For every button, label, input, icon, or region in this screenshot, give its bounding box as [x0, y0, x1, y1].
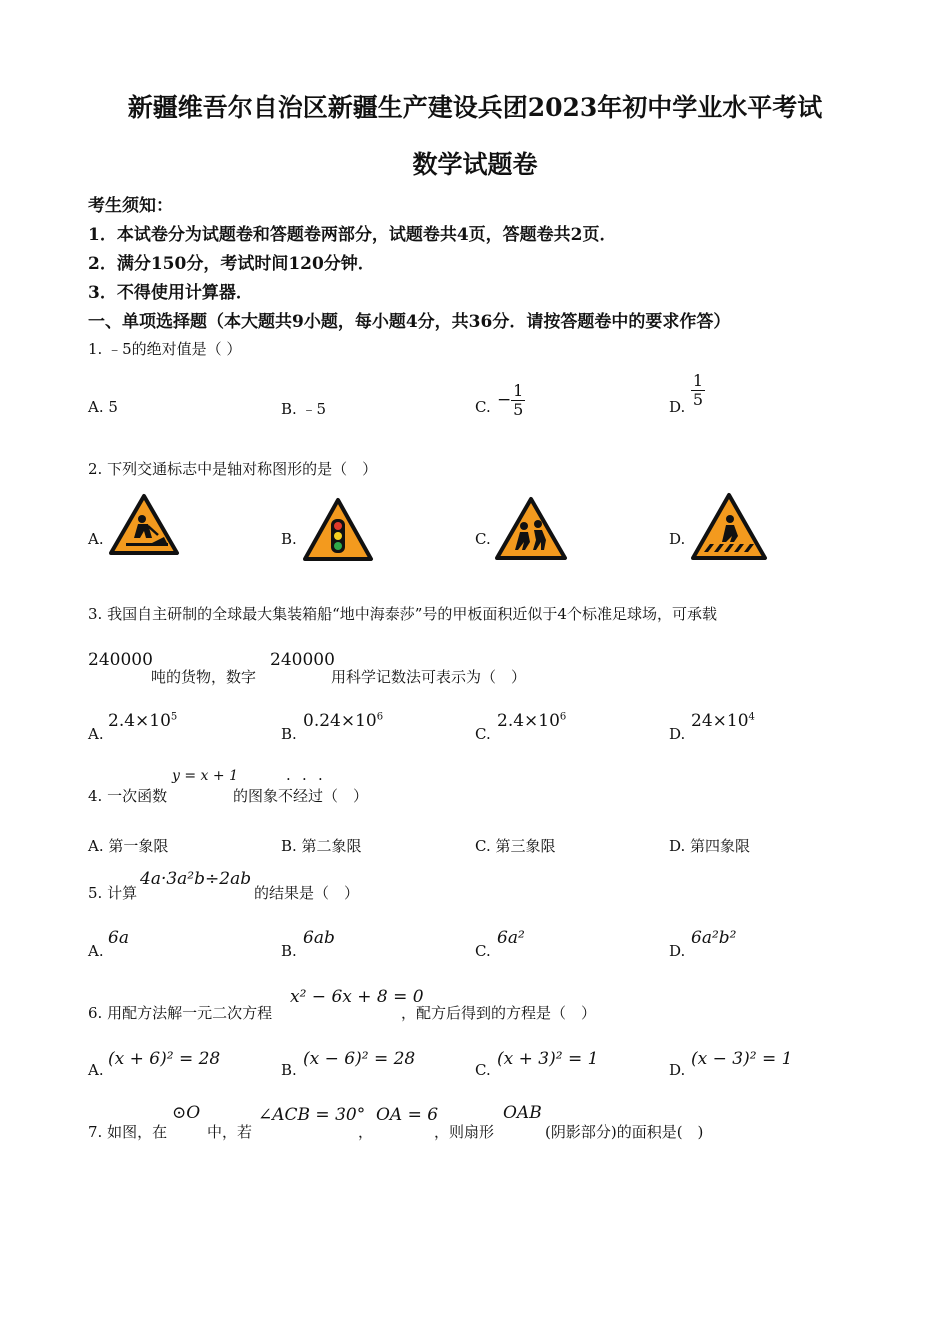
q2-option-d: D.: [669, 530, 686, 548]
q5-option-b-value: 6ab: [303, 928, 335, 948]
paper-subtitle: 数学试题卷: [412, 150, 538, 179]
q6-equation: x² − 6x + 8 = 0: [290, 987, 424, 1007]
q3-option-b-label: B.: [281, 725, 297, 743]
q3-number-1: 240000: [88, 650, 153, 670]
children-crossing-sign-icon: [494, 496, 568, 562]
q4-option-b: B. 第二象限: [281, 837, 362, 855]
q7-text-5: (阴影部分)的面积是( ): [545, 1123, 704, 1141]
q5-suffix: 的结果是（ ）: [254, 884, 360, 902]
q5-option-b-label: B.: [281, 942, 297, 960]
traffic-light-sign-icon: [302, 497, 374, 563]
q3-option-b-value: $0.24\times 10^6$: [303, 711, 384, 731]
q7-text-2: 中，若: [207, 1123, 253, 1141]
q3-option-c-label: C.: [475, 725, 491, 743]
q7-radius: OA = 6: [376, 1105, 439, 1125]
q1-option-a: A. 5: [88, 398, 118, 416]
q5-option-d-value: 6a²b²: [691, 928, 737, 948]
q3-option-a-value: $2.4\times 10^5$: [108, 711, 178, 731]
q6-option-b-label: B.: [281, 1061, 297, 1079]
q3-text-2: 吨的货物，数字: [151, 668, 257, 686]
q7-angle: ∠ACB = 30°: [258, 1105, 366, 1125]
q7-text-1: 7. 如图，在: [88, 1123, 168, 1141]
q7-text-3: ，: [358, 1123, 374, 1141]
q2-option-b: B.: [281, 530, 297, 548]
q2-stem: 2. 下列交通标志中是轴对称图形的是（ ）: [88, 460, 378, 478]
q3-option-d-value: $24\times 10^4$: [691, 711, 755, 731]
q6-option-d-label: D.: [669, 1061, 686, 1079]
emphasis-dot: ·: [302, 770, 307, 788]
q5-option-a-value: 6a: [108, 928, 129, 948]
q1-c-fraction: − $\frac{1}{5}$: [497, 381, 524, 419]
q3-option-c-value: $2.4\times 10^6$: [497, 711, 567, 731]
q1-option-b: B. ﹣5: [281, 400, 327, 418]
notice-item-2: 2．满分150分，考试时间120分钟．: [88, 254, 375, 274]
q1-option-d: D. $\frac{1}{5}$: [669, 371, 704, 416]
q1-d-fraction: $\frac{1}{5}$: [692, 371, 704, 409]
q2-option-a: A.: [88, 530, 104, 548]
q6-suffix: ，配方后得到的方程是（ ）: [401, 1004, 597, 1022]
emphasis-dot: ·: [318, 770, 323, 788]
q6-option-b-value: (x − 6)² = 28: [303, 1049, 416, 1069]
q6-option-c-label: C.: [475, 1061, 491, 1079]
pedestrian-crossing-sign-icon: [690, 492, 768, 562]
q5-option-c-label: C.: [475, 942, 491, 960]
q4-option-a: A. 第一象限: [88, 837, 169, 855]
q3-option-a-label: A.: [88, 725, 104, 743]
q5-option-a-label: A.: [88, 942, 104, 960]
q6-prefix: 6. 用配方法解一元二次方程: [88, 1004, 273, 1022]
q3-option-d-label: D.: [669, 725, 686, 743]
section-heading: 一、单项选择题（本大题共9小题，每小题4分，共36分．请按答题卷中的要求作答）: [88, 312, 731, 332]
q1-option-c: C. − $\frac{1}{5}$: [475, 381, 524, 419]
exam-title: 新疆维吾尔自治区新疆生产建设兵团2023年初中学业水平考试: [127, 93, 823, 122]
q4-prefix: 4. 一次函数: [88, 787, 168, 805]
q5-expression: 4a·3a²b÷2ab: [140, 869, 252, 889]
q2-option-c: C.: [475, 530, 491, 548]
q1-stem: 1. ﹣5的绝对值是（ ）: [88, 340, 242, 358]
q7-sector: OAB: [503, 1103, 542, 1123]
q4-option-c: C. 第三象限: [475, 837, 556, 855]
notice-heading: 考生须知：: [88, 196, 173, 216]
q4-option-d: D. 第四象限: [669, 837, 751, 855]
q7-circle: ⊙O: [172, 1103, 201, 1123]
q6-option-d-value: (x − 3)² = 1: [691, 1049, 793, 1069]
road-work-sign-icon: [108, 493, 180, 557]
q5-option-d-label: D.: [669, 942, 686, 960]
emphasis-dot: ·: [286, 770, 291, 788]
q6-option-c-value: (x + 3)² = 1: [497, 1049, 599, 1069]
q4-function: y = x + 1: [172, 768, 238, 784]
q5-prefix: 5. 计算: [88, 884, 138, 902]
q4-suffix: 的图象不经过（ ）: [233, 787, 369, 805]
notice-item-1: 1．本试卷分为试题卷和答题卷两部分，试题卷共4页，答题卷共2页．: [88, 225, 617, 245]
q7-text-4: ，则扇形: [434, 1123, 495, 1141]
q3-text-3: 用科学记数法可表示为（ ）: [331, 668, 527, 686]
q6-option-a-value: (x + 6)² = 28: [108, 1049, 221, 1069]
q5-option-c-value: 6a²: [497, 928, 525, 948]
q3-stem-line1: 3. 我国自主研制的全球最大集装箱船“地中海泰莎”号的甲板面积近似于4个标准足球场，可承载: [88, 605, 717, 623]
q6-option-a-label: A.: [88, 1061, 104, 1079]
notice-item-3: 3．不得使用计算器．: [88, 283, 253, 303]
q3-number-2: 240000: [270, 650, 335, 670]
